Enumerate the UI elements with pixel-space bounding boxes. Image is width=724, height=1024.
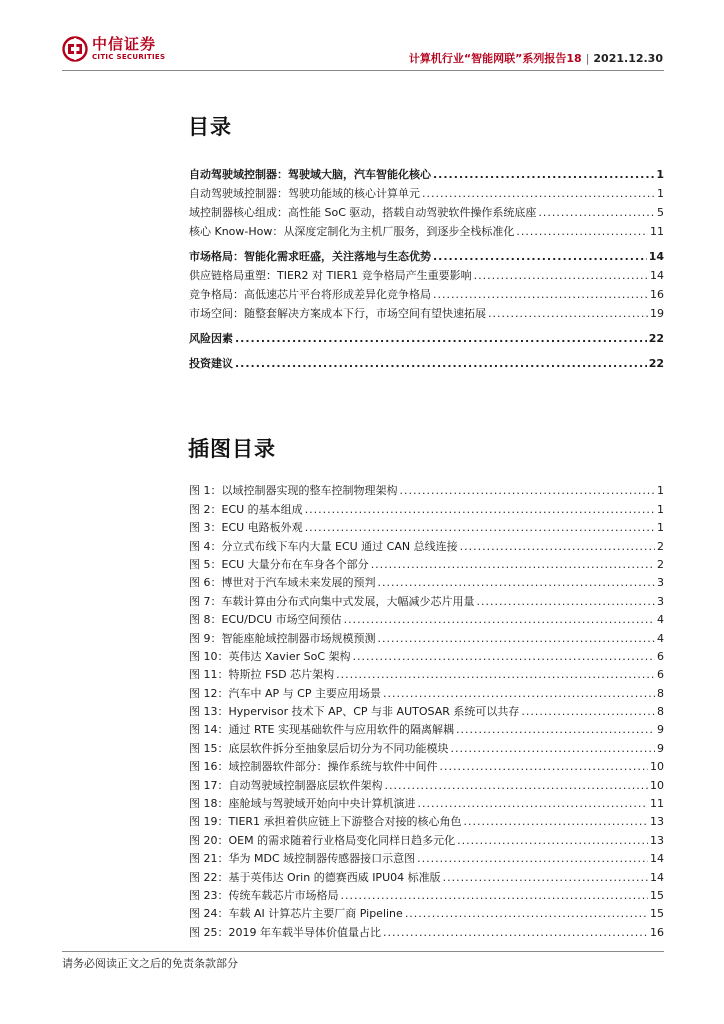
- toc-entry[interactable]: 市场格局：智能化需求旺盛，关注落地与生态优势 ..... 14: [189, 245, 664, 264]
- table-of-contents: [189, 163, 664, 371]
- page-header: [0, 0, 724, 80]
- figure-entry[interactable]: 图 8：ECU/DCU 市场空间预估 ..... 4: [189, 609, 664, 627]
- toc-entry[interactable]: 风险因素 ..... 22: [189, 327, 664, 346]
- figure-entry[interactable]: 图 18：座舱域与驾驶域开始向中央计算机演进 ..... 11: [189, 793, 664, 811]
- header-separator: |: [585, 52, 590, 65]
- toc-entry[interactable]: 域控制器核心组成：高性能 SoC 驱动，搭载自动驾驶软件操作系统底座 ..... 5: [189, 201, 664, 220]
- toc-entry[interactable]: 自动驾驶域控制器：驾驶域大脑，汽车智能化核心 ..... 1: [189, 163, 664, 182]
- toc-entry[interactable]: 市场空间：随整套解决方案成本下行，市场空间有望快速拓展 ..... 19: [189, 302, 664, 321]
- figure-entry[interactable]: 图 2：ECU 的基本组成 ..... 1: [189, 498, 664, 516]
- figure-entry[interactable]: 图 10：英伟达 Xavier SoC 架构 ..... 6: [189, 646, 664, 664]
- report-info: [409, 52, 663, 65]
- figure-entry[interactable]: 图 25：2019 年车载半导体价值量占比 ..... 16: [189, 921, 664, 939]
- figures-title: 插图目录: [188, 437, 276, 461]
- figure-entry[interactable]: 图 16：域控制器软件部分：操作系统与软件中间件 ..... 10: [189, 756, 664, 774]
- figure-entry[interactable]: 图 14：通过 RTE 实现基础软件与应用软件的隔离解耦 ..... 9: [189, 719, 664, 737]
- figure-entry[interactable]: 图 6：博世对于汽车域未来发展的预判 ..... 3: [189, 572, 664, 590]
- figure-entry[interactable]: 图 13：Hypervisor 技术下 AP、CP 与非 AUTOSAR 系统可以共存 ..... 8: [189, 701, 664, 719]
- figure-entry[interactable]: 图 7：车载计算由分布式向集中式发展，大幅减少芯片用量 ..... 3: [189, 590, 664, 608]
- figure-entry[interactable]: 图 4：分立式布线下车内大量 ECU 通过 CAN 总线连接 ..... 2: [189, 535, 664, 553]
- figure-entry[interactable]: 图 21：华为 MDC 域控制器传感器接口示意图 ..... 14: [189, 848, 664, 866]
- citic-logo-icon: [62, 36, 88, 62]
- figure-entry[interactable]: 图 19：TIER1 承担着供应链上下游整合对接的核心角色 ..... 13: [189, 811, 664, 829]
- figure-entry[interactable]: 图 24：车载 AI 计算芯片主要厂商 Pipeline ..... 15: [189, 903, 664, 921]
- figure-entry[interactable]: 图 22：基于英伟达 Orin 的德赛西威 IPU04 标准版 ..... 14: [189, 866, 664, 884]
- logo-chinese-name: 中信证券: [92, 35, 157, 53]
- figure-entry[interactable]: 图 5：ECU 大量分布在车身各个部分 ..... 2: [189, 554, 664, 572]
- report-series: 计算机行业“智能网联”系列报告18: [408, 52, 582, 65]
- toc-entry[interactable]: 自动驾驶域控制器：驾驶功能域的核心计算单元 ..... 1: [189, 182, 664, 201]
- disclaimer-note: 请务必阅读正文之后的免责条款部分: [62, 957, 238, 970]
- figure-entry[interactable]: 图 20：OEM 的需求随着行业格局变化同样日趋多元化 ..... 13: [189, 829, 664, 847]
- toc-entry[interactable]: 竞争格局：高低速芯片平台将形成差异化竞争格局 ..... 16: [189, 283, 664, 302]
- figure-entry[interactable]: 图 23：传统车载芯片市场格局 ..... 15: [189, 885, 664, 903]
- toc-entry[interactable]: 投资建议 ..... 22: [189, 352, 664, 371]
- figure-entry[interactable]: 图 3：ECU 电路板外观 ..... 1: [189, 517, 664, 535]
- toc-entry[interactable]: 核心 Know-How：从深度定制化为主机厂服务，到逐步全栈标准化 ..... 11: [189, 220, 664, 239]
- report-date: 2021.12.30: [593, 52, 663, 65]
- figure-entry[interactable]: 图 17：自动驾驶域控制器底层软件架构 ..... 10: [189, 774, 664, 792]
- figure-entry[interactable]: 图 1：以域控制器实现的整车控制物理架构 ..... 1: [189, 480, 664, 498]
- footer-divider: [62, 951, 664, 952]
- figure-entry[interactable]: 图 15：底层软件拆分至抽象层后切分为不同功能模块 ..... 9: [189, 737, 664, 755]
- toc-title: 目录: [188, 115, 232, 139]
- figure-entry[interactable]: 图 9：智能座舱域控制器市场规模预测 ..... 4: [189, 627, 664, 645]
- toc-entry[interactable]: 供应链格局重塑：TIER2 对 TIER1 竞争格局产生重要影响 ..... 14: [189, 264, 664, 283]
- figure-entry[interactable]: 图 12：汽车中 AP 与 CP 主要应用场景 ..... 8: [189, 682, 664, 700]
- figure-entry[interactable]: 图 11：特斯拉 FSD 芯片架构 ..... 6: [189, 664, 664, 682]
- list-of-figures: [189, 480, 664, 940]
- header-divider: [62, 70, 664, 71]
- logo-english-name: CITIC SECURITIES: [92, 53, 166, 61]
